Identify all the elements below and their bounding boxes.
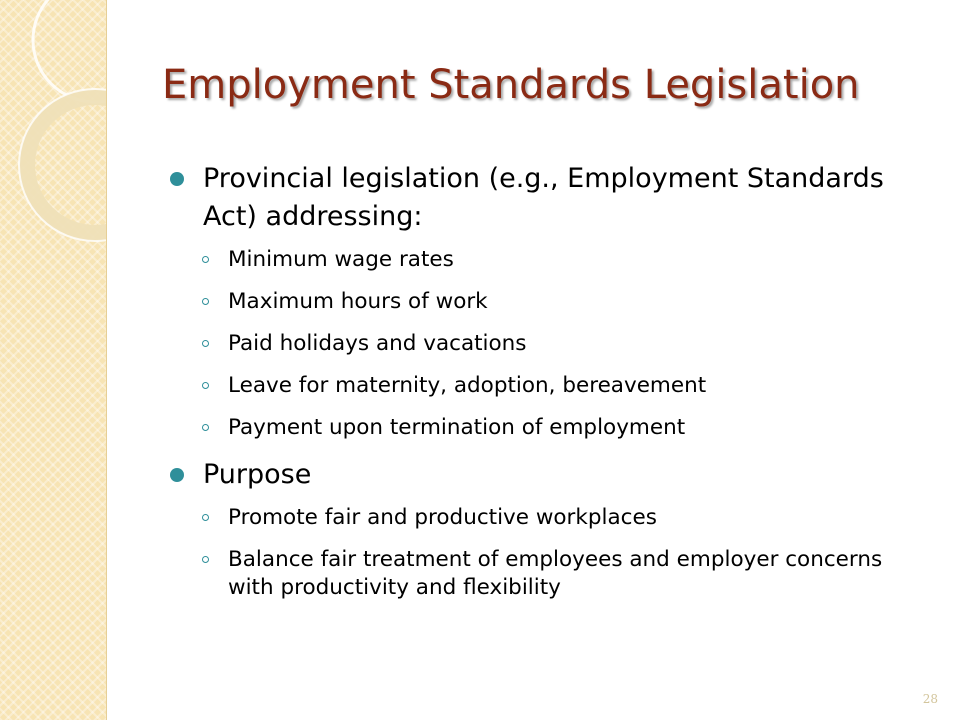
slide-title: Employment Standards Legislation — [162, 62, 860, 108]
page-number: 28 — [922, 692, 938, 706]
sub-bullet-list — [170, 504, 900, 602]
sub-bullet-promote-fair — [170, 504, 900, 532]
sub-bullet-text: Payment upon termination of employment — [228, 415, 686, 440]
sub-bullet-maximum-hours — [170, 288, 900, 316]
slide-content — [170, 160, 900, 616]
bullet-dot — [170, 172, 184, 186]
bullet-text: Provincial legislation (e.g., Employment Standards Act) addressing: — [203, 163, 884, 232]
sub-bullet-ring — [202, 256, 209, 263]
sub-bullet-text: Maximum hours of work — [228, 289, 488, 314]
sub-bullet-ring — [202, 514, 209, 521]
sub-bullet-ring — [202, 298, 209, 305]
sub-bullet-paid-holidays — [170, 330, 900, 358]
sub-bullet-ring — [202, 340, 209, 347]
bullet-dot — [170, 468, 184, 482]
decorative-circles-graphic — [0, 0, 106, 260]
sub-bullet-termination-payment — [170, 414, 900, 442]
bullet-provincial-legislation — [170, 160, 900, 236]
sub-bullet-list — [170, 246, 900, 442]
bullet-text: Purpose — [203, 459, 312, 490]
sub-bullet-minimum-wage — [170, 246, 900, 274]
sub-bullet-text: Promote fair and productive workplaces — [228, 505, 657, 530]
sub-bullet-ring — [202, 556, 209, 563]
sub-bullet-text: Leave for maternity, adoption, bereavement — [228, 373, 707, 398]
sub-bullet-text: Minimum wage rates — [228, 247, 454, 272]
sub-bullet-balance — [170, 546, 900, 602]
decorative-side-band — [0, 0, 107, 720]
sub-bullet-text: Paid holidays and vacations — [228, 331, 527, 356]
sub-bullet-leave — [170, 372, 900, 400]
sub-bullet-ring — [202, 424, 209, 431]
bullet-purpose — [170, 456, 900, 494]
sub-bullet-ring — [202, 382, 209, 389]
sub-bullet-text: Balance fair treatment of employees and employer concerns with productivity and flexibility — [228, 547, 883, 600]
